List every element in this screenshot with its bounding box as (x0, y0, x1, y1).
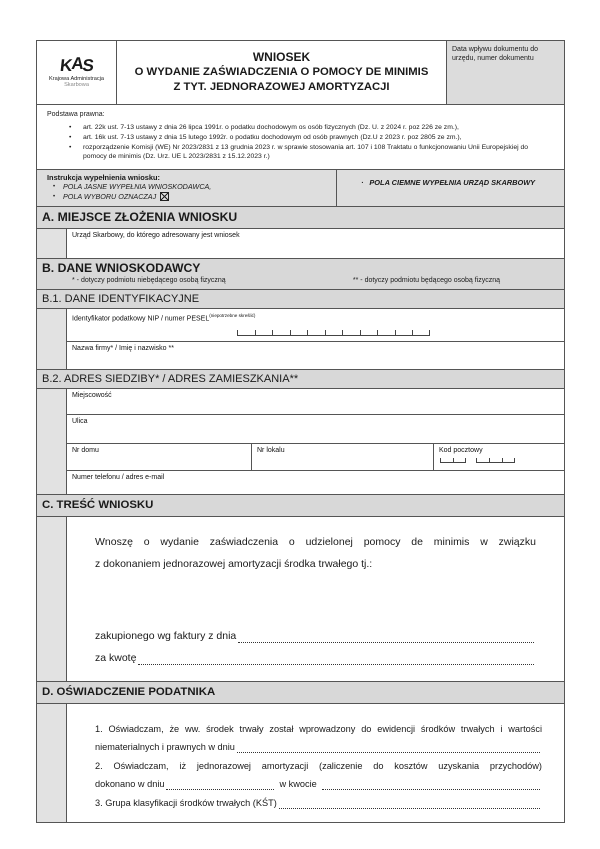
legal-basis-item: • rozporządzenie Komisji (WE) Nr 2023/2831 z 13 grudnia 2023 r. w sprawie stosowania art. 107 i 108 Traktatu o funkcjonowaniu Unii Europejskiej do pomocy de minimis (Dz. Urz. UE L 2023/2831 z 15.12.2023 r.) (69, 144, 556, 161)
city-label: Miejscowość (72, 391, 112, 399)
section-b-footnotes (42, 276, 560, 287)
section-d-office-strip (37, 704, 67, 823)
logo-letter-s: S (81, 55, 95, 75)
form-title-line1: WNIOSEK (252, 50, 311, 64)
section-b-header (37, 259, 564, 290)
address-numbers-row (67, 444, 564, 471)
section-b2-office-strip (37, 389, 67, 494)
section-c-header: C. TREŚĆ WNIOSKU (37, 495, 564, 517)
house-number-field[interactable] (67, 444, 252, 470)
section-b2-header: B.2. ADRES SIEDZIBY* / ADRES ZAMIESZKANIA** (37, 370, 564, 389)
instructions-item: • POLA WYBORU OZNACZAJ (53, 192, 332, 202)
section-b1-body (37, 309, 564, 370)
tax-id-field[interactable] (67, 309, 564, 342)
postal-code-comb-field[interactable] (440, 458, 564, 463)
kas-logo (37, 41, 117, 104)
instructions-title: Instrukcja wypełnienia wniosku: (47, 172, 160, 182)
tax-id-note: (niepotrzebne skreślić) (209, 312, 256, 318)
logo-letter-a: A (70, 53, 84, 73)
section-b1-header: B.1. DANE IDENTYFIKACYJNE (37, 290, 564, 309)
footnote-single-asterisk: * - dotyczy podmiotu niebędącego osobą fizyczną (72, 276, 226, 284)
section-a-body (37, 229, 564, 259)
phone-email-label: Numer telefonu / adres e-mail (72, 473, 165, 481)
flat-number-label: Nr lokalu (257, 446, 285, 454)
kst-group-fill[interactable] (279, 794, 540, 809)
logo-caption-line2: Skarbowa (64, 81, 89, 88)
declaration-item1-line2: niematerialnych i prawnych w dniu (95, 738, 542, 757)
office-stamp-box: Data wpływu dokumentu do urzędu, numer dokumentu (446, 41, 564, 104)
amortization-amount-fill[interactable] (322, 775, 540, 790)
section-b1-office-strip (37, 309, 67, 369)
legal-basis-box (37, 105, 564, 170)
wniosek-form (36, 40, 565, 823)
section-c-office-strip (37, 517, 67, 681)
amount-fill[interactable] (138, 647, 534, 665)
postal-comb-group1 (440, 458, 466, 463)
instructions-box (37, 170, 564, 207)
legal-basis-list (69, 124, 556, 161)
form-title-line3: Z TYT. JEDNORAZOWEJ AMORTYZACJI (173, 81, 390, 93)
section-a-office-strip (37, 229, 67, 258)
amount-label: za kwotę (95, 651, 137, 664)
checked-checkbox-icon (160, 192, 169, 201)
street-label: Ulica (72, 417, 88, 425)
declaration-item2-line2: dokonano w dniu w kwocie (95, 775, 542, 794)
logo-caption-line1: Krajowa Administracja (48, 75, 105, 82)
instructions-left (37, 170, 337, 206)
declaration-item2-line1: 2. Oświadczam, iż jednorazowej amortyzacji (zaliczenie do kosztów uzyskania przychodów) (95, 760, 542, 771)
section-b-title: B. DANE WNIOSKODAWCY (42, 260, 201, 275)
declaration-content (67, 704, 564, 823)
instructions-right (337, 170, 564, 206)
declaration-item1-line1: 1. Oświadczam, że ww. środek trwały został wprowadzony do ewidencji środków trwałych i wartości (95, 723, 542, 734)
invoice-date-line[interactable] (95, 625, 536, 647)
house-number-label: Nr domu (72, 446, 99, 454)
postal-code-label: Kod pocztowy (439, 446, 483, 454)
company-name-field[interactable] (67, 342, 564, 369)
amount-line[interactable] (95, 647, 536, 669)
tax-id-label: Identyfikator podatkowy NIP / numer $PESEL^{(niepotrzebne skreślić)}$ (72, 312, 256, 323)
entry-date-fill[interactable] (237, 738, 540, 753)
instructions-item: • POLA JASNE WYPEŁNIA WNIOSKODAWCA, (53, 182, 332, 192)
postal-code-field[interactable] (434, 444, 564, 470)
nip-pesel-comb-field[interactable] (237, 330, 564, 336)
amortization-date-fill[interactable] (166, 775, 274, 790)
legal-basis-label: Podstawa prawna: (47, 111, 105, 118)
section-a-header: A. MIEJSCE ZŁOŻENIA WNIOSKU (37, 207, 564, 229)
street-field[interactable] (67, 415, 564, 444)
footnote-double-asterisk: ** - dotyczy podmiotu będącego osobą fizyczną (352, 276, 500, 284)
section-d-header: D. OŚWIADCZENIE PODATNIKA (37, 682, 564, 704)
request-content-field[interactable] (67, 517, 564, 681)
section-b2-body (37, 389, 564, 495)
tax-office-label: Urząd Skarbowy, do którego adresowany jest wniosek (72, 231, 240, 239)
flat-number-field[interactable] (252, 444, 434, 470)
phone-email-field[interactable] (67, 471, 564, 494)
tax-office-field[interactable] (67, 229, 564, 258)
kas-logo-icon (59, 53, 95, 75)
logo-letter-k: K (59, 55, 73, 75)
section-d-body (37, 704, 564, 823)
instructions-dark-fields-note: · POLA CIEMNE WYPEŁNIA URZĄD SKARBOWY (361, 178, 560, 187)
invoice-date-fill[interactable] (238, 625, 534, 643)
city-field[interactable] (67, 389, 564, 415)
section-c-body (37, 517, 564, 682)
form-title (117, 41, 446, 104)
legal-basis-item: • art. 16k ust. 7-13 ustawy z dnia 15 lutego 1992r. o podatku dochodowym od osób prawnych (Dz.U z 2023 r. poz 2805 ze zm.), (69, 134, 556, 143)
declaration-item3: 3. Grupa klasyfikacji środków trwałych (KŚT) (95, 794, 542, 813)
request-text-line1: Wnoszę o wydanie zaświadczenia o udzielonej pomocy de minimis w związku (95, 535, 536, 548)
legal-basis-item: • art. 22k ust. 7-13 ustawy z dnia 26 lipca 1991r. o podatku dochodowym os osób fizycznych (Dz. U. z 2024 r. poz 226 ze zm.), (69, 124, 556, 133)
invoice-date-label: zakupionego wg faktury z dnia (95, 629, 237, 642)
postal-comb-group2 (476, 458, 515, 463)
form-header (37, 41, 564, 105)
request-text-line2: z dokonaniem jednorazowej amortyzacji środka trwałego tj.: (95, 557, 373, 570)
company-name-label: Nazwa firmy* / Imię i nazwisko ** (72, 344, 174, 352)
form-title-line2: O WYDANIE ZAŚWIADCZENIA O POMOCY DE MINIMIS (134, 66, 429, 78)
